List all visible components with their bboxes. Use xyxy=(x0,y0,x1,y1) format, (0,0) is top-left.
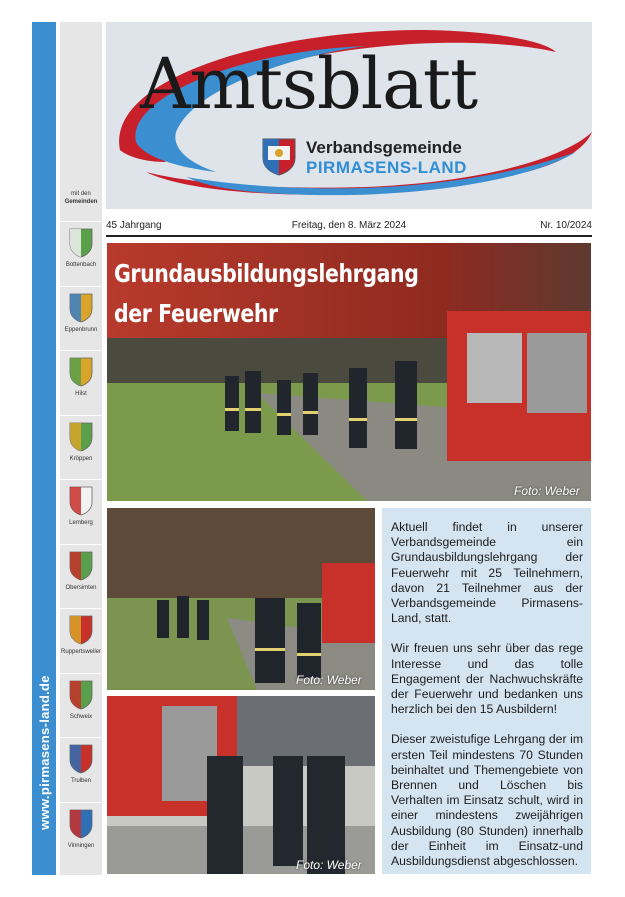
issue-year: 45 Jahrgang xyxy=(106,220,162,231)
masthead-subtitle: Verbandsgemeinde xyxy=(306,138,462,157)
third-photo xyxy=(107,696,375,874)
municipality-crest-icon xyxy=(69,357,93,387)
article-paragraph-2: Wir freuen uns sehr über das rege Interesse und das tolle Engagement der Nachwuchskräfte der Feuerwehr und bedanken uns herzlich bei den 15 Ausbildern! xyxy=(391,641,583,717)
headline xyxy=(114,254,418,334)
municipality-crest-icon xyxy=(69,744,93,774)
municipality-crest-icon xyxy=(69,422,93,452)
municipality-name: Obersimten xyxy=(65,584,97,591)
municipality-name: Trulben xyxy=(70,778,92,784)
municipality-crest-icon xyxy=(69,228,93,258)
photo-credit-main: Foto: Weber xyxy=(514,484,580,498)
municipality-item[interactable] xyxy=(60,673,102,735)
municipality-crest-icon xyxy=(69,551,93,581)
municipality-crest-icon xyxy=(69,293,93,323)
municipality-name: Lemberg xyxy=(69,520,93,526)
municipality-item[interactable] xyxy=(60,286,102,348)
municipality-item[interactable] xyxy=(60,544,102,606)
municipality-name: Eppenbrunn xyxy=(64,326,98,333)
municipality-item[interactable] xyxy=(60,737,102,799)
municipality-item[interactable] xyxy=(60,350,102,412)
photo-credit-second: Foto: Weber xyxy=(296,673,362,687)
municipality-name: Ruppertsweiler xyxy=(60,649,102,655)
second-photo xyxy=(107,508,375,690)
issue-number: Nr. 10/2024 xyxy=(540,220,592,231)
issue-info-bar xyxy=(106,220,592,234)
coat-of-arms-icon xyxy=(262,138,296,176)
article-paragraph-3: Dieser zweistufige Lehrgang der im ersten Teil mindestens 70 Stunden beinhaltet und Themengebiete von Brennen und Löschen bis Verhalten im Einsatz schult, wird in einer mindestens zweijährigen Ausbildung (80 Stunden) innerhalb der Einheit im Einsatz-und Ausbildungsdienst abgeschlossen. xyxy=(391,732,583,869)
municipality-item[interactable] xyxy=(60,415,102,477)
municipality-name: Bottenbach xyxy=(65,262,97,268)
issue-date: Freitag, den 8. März 2024 xyxy=(291,220,407,231)
municipality-name: Schweix xyxy=(69,713,93,720)
headline-line1: Grundausbildungslehrgang xyxy=(114,259,419,288)
photo-credit-third: Foto: Weber xyxy=(296,858,362,872)
municipality-item[interactable] xyxy=(60,479,102,541)
municipalities-caption: mit den Gemeinden xyxy=(64,191,98,205)
municipality-item[interactable] xyxy=(60,608,102,670)
municipality-crest-icon xyxy=(69,615,93,645)
headline-line2: der Feuerwehr xyxy=(114,299,278,328)
masthead-region: PIRMASENS-LAND xyxy=(306,158,467,177)
article-paragraph-1: Aktuell findet in unserer Verbandsgemeinde ein Grundausbildungslehrgang der Feuerwehr mit 25 Teilnehmern, davon 21 Teilnehmer aus der Verbandsgemeinde Pirmasens-Land, statt. xyxy=(391,520,583,626)
side-url[interactable]: www.pirmasens-land.de xyxy=(36,675,52,830)
municipality-name: Vinningen xyxy=(67,842,95,849)
article-box xyxy=(382,508,591,874)
municipality-crest-icon xyxy=(69,486,93,516)
header-rule xyxy=(106,235,592,237)
municipality-crest-icon xyxy=(69,680,93,710)
masthead-title: Amtsblatt xyxy=(140,43,478,125)
municipality-item[interactable] xyxy=(60,221,102,283)
municipality-name: Kröppen xyxy=(69,455,93,462)
municipality-crest-icon xyxy=(69,809,93,839)
municipality-name: Hilst xyxy=(75,391,87,397)
municipality-item[interactable] xyxy=(60,802,102,864)
